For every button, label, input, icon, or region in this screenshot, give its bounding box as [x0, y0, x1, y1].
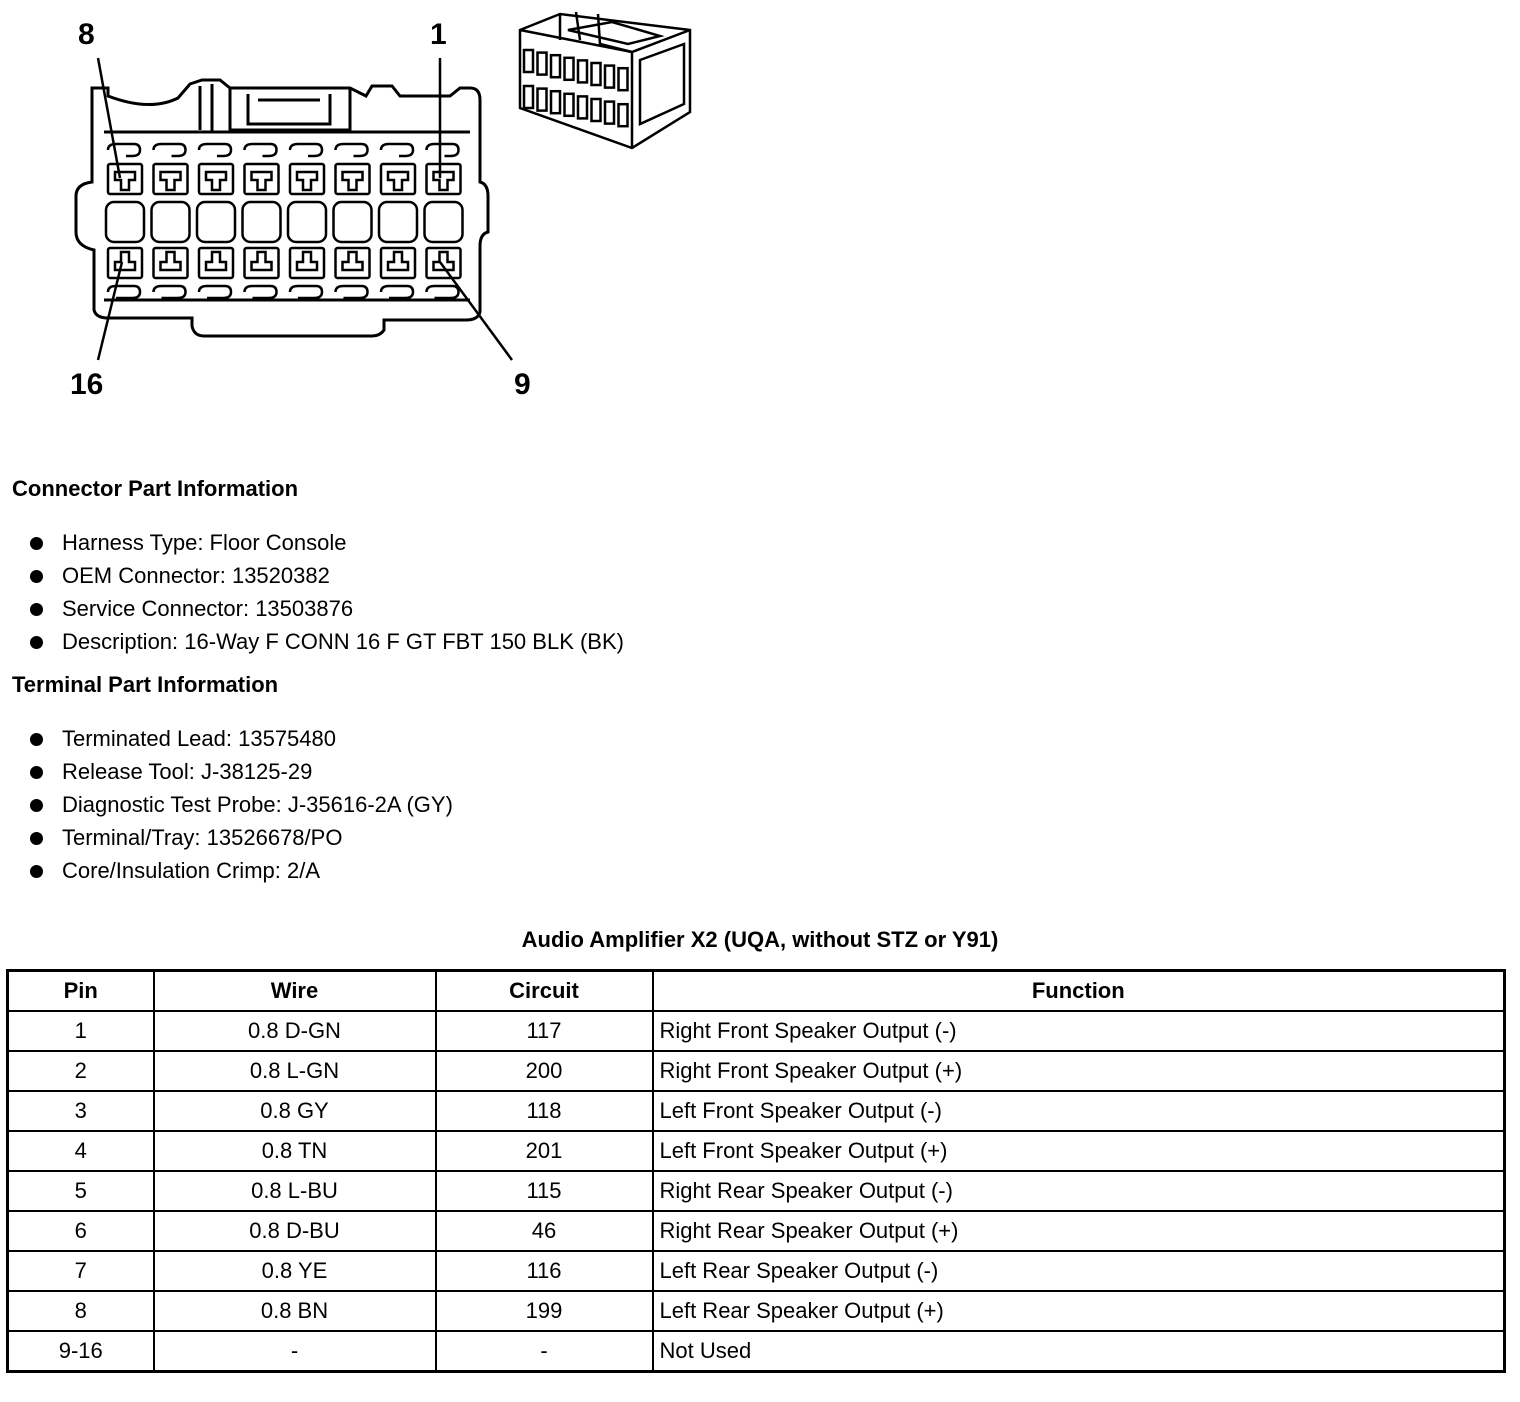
iso-cavity — [605, 102, 614, 124]
bullet-icon — [30, 636, 43, 649]
iso-cavity — [524, 50, 533, 72]
cell-wire: 0.8 GY — [154, 1091, 436, 1131]
connector-isometric-view — [520, 12, 690, 148]
header-function: Function — [653, 971, 1505, 1012]
connector-info-list — [28, 530, 624, 662]
cell-circuit: 46 — [436, 1211, 653, 1251]
iso-cavity — [551, 91, 560, 113]
cavity-separator — [425, 202, 463, 242]
bullet-icon — [30, 570, 43, 583]
iso-cavity — [592, 99, 601, 121]
cell-circuit: 200 — [436, 1051, 653, 1091]
iso-cavity — [619, 104, 628, 126]
cell-pin: 1 — [8, 1011, 154, 1051]
terminal-top — [434, 172, 454, 190]
table-row — [8, 1171, 1505, 1211]
cell-wire: 0.8 D-GN — [154, 1011, 436, 1051]
bullet-icon — [30, 865, 43, 878]
cavity-separator — [243, 202, 281, 242]
cell-circuit: 118 — [436, 1091, 653, 1131]
connector-face-diagram — [0, 0, 760, 420]
terminal-bottom — [388, 252, 408, 270]
terminal-top — [206, 172, 226, 190]
cell-pin: 6 — [8, 1211, 154, 1251]
cell-function: Not Used — [653, 1331, 1505, 1372]
terminal-bottom — [206, 252, 226, 270]
callout-leader-8 — [98, 58, 120, 178]
iso-cavity — [538, 53, 547, 75]
iso-cavity — [619, 68, 628, 90]
cavity-hook — [199, 286, 231, 298]
terminal-top — [297, 172, 317, 190]
terminal-bottom — [343, 252, 363, 270]
callout-leader-9 — [440, 262, 512, 360]
table-row — [8, 1211, 1505, 1251]
bullet-icon — [30, 603, 43, 616]
bottom-cavity-row — [108, 248, 461, 298]
table-row — [8, 1011, 1505, 1051]
cell-wire: 0.8 YE — [154, 1251, 436, 1291]
cell-pin: 4 — [8, 1131, 154, 1171]
cell-pin: 5 — [8, 1171, 154, 1211]
list-item: Terminal/Tray: 13526678/PO — [28, 825, 453, 858]
header-circuit: Circuit — [436, 971, 653, 1012]
bullet-icon — [30, 832, 43, 845]
cavity-hook — [154, 144, 186, 156]
cell-circuit: 117 — [436, 1011, 653, 1051]
terminal-bottom — [252, 252, 272, 270]
cell-function: Right Rear Speaker Output (+) — [653, 1211, 1505, 1251]
terminal-bottom — [115, 252, 135, 270]
pin-callout-9: 9 — [514, 368, 531, 401]
cell-function: Right Front Speaker Output (-) — [653, 1011, 1505, 1051]
cell-wire: 0.8 BN — [154, 1291, 436, 1331]
list-item: OEM Connector: 13520382 — [28, 563, 624, 596]
table-row — [8, 1251, 1505, 1291]
list-item: Service Connector: 13503876 — [28, 596, 624, 629]
cell-wire: 0.8 D-BU — [154, 1211, 436, 1251]
cell-pin: 7 — [8, 1251, 154, 1291]
table-row — [8, 1291, 1505, 1331]
cell-function: Left Front Speaker Output (-) — [653, 1091, 1505, 1131]
cavity-hook — [108, 144, 140, 156]
bullet-icon — [30, 537, 43, 550]
cell-pin: 9-16 — [8, 1331, 154, 1372]
table-row — [8, 1091, 1505, 1131]
iso-cavity — [605, 66, 614, 88]
cell-function: Right Rear Speaker Output (-) — [653, 1171, 1505, 1211]
terminal-top — [388, 172, 408, 190]
cell-circuit: - — [436, 1331, 653, 1372]
pin-table-title: Audio Amplifier X2 (UQA, without STZ or Y91) — [521, 927, 999, 952]
cavity-hook — [290, 144, 322, 156]
terminal-top — [343, 172, 363, 190]
cavity-separator — [152, 202, 190, 242]
callout-leader-16 — [98, 262, 122, 360]
iso-cavity — [592, 63, 601, 85]
top-cavity-row — [108, 144, 461, 194]
list-item: Diagnostic Test Probe: J-35616-2A (GY) — [28, 792, 453, 825]
list-item: Release Tool: J-38125-29 — [28, 759, 453, 792]
cavity-hook — [381, 144, 413, 156]
pin-callout-16: 16 — [70, 368, 104, 401]
cavity-hook — [245, 286, 277, 298]
table-row — [8, 1131, 1505, 1171]
cell-circuit: 201 — [436, 1131, 653, 1171]
cell-pin: 3 — [8, 1091, 154, 1131]
terminal-top — [252, 172, 272, 190]
pin-table — [6, 969, 1506, 1373]
terminal-top — [161, 172, 181, 190]
header-wire: Wire — [154, 971, 436, 1012]
header-pin: Pin — [8, 971, 154, 1012]
cavity-separator — [106, 202, 144, 242]
bullet-icon — [30, 766, 43, 779]
list-item: Description: 16-Way F CONN 16 F GT FBT 150 BLK (BK) — [28, 629, 624, 662]
table-row — [8, 1051, 1505, 1091]
terminal-bottom — [161, 252, 181, 270]
cavity-hook — [245, 144, 277, 156]
cavity-separator — [288, 202, 326, 242]
table-header-row — [8, 971, 1505, 1012]
cavity-separator — [379, 202, 417, 242]
cavity-hook — [427, 286, 459, 298]
iso-cavity — [565, 58, 574, 80]
cavity-hook — [290, 286, 322, 298]
cavity-hook — [199, 144, 231, 156]
middle-cavity-row — [106, 202, 463, 242]
cell-function: Left Rear Speaker Output (-) — [653, 1251, 1505, 1291]
cell-function: Left Front Speaker Output (+) — [653, 1131, 1505, 1171]
iso-cavity — [551, 55, 560, 77]
cell-pin: 2 — [8, 1051, 154, 1091]
cavity-hook — [427, 144, 459, 156]
cell-pin: 8 — [8, 1291, 154, 1331]
connector-latch — [200, 84, 350, 132]
cell-function: Right Front Speaker Output (+) — [653, 1051, 1505, 1091]
cavity-hook — [381, 286, 413, 298]
list-item: Terminated Lead: 13575480 — [28, 726, 453, 759]
cavity-separator — [197, 202, 235, 242]
cavity-hook — [336, 144, 368, 156]
cavity-separator — [334, 202, 372, 242]
pin-callout-1: 1 — [430, 18, 447, 51]
list-item: Harness Type: Floor Console — [28, 530, 624, 563]
cell-wire: - — [154, 1331, 436, 1372]
bullet-icon — [30, 733, 43, 746]
cell-circuit: 199 — [436, 1291, 653, 1331]
list-item: Core/Insulation Crimp: 2/A — [28, 858, 453, 891]
iso-cavity — [578, 60, 587, 82]
cell-wire: 0.8 L-GN — [154, 1051, 436, 1091]
pin-callout-8: 8 — [78, 18, 95, 51]
terminal-top — [115, 172, 135, 190]
cell-function: Left Rear Speaker Output (+) — [653, 1291, 1505, 1331]
terminal-info-list — [28, 726, 453, 891]
cell-wire: 0.8 TN — [154, 1131, 436, 1171]
terminal-info-heading: Terminal Part Information — [12, 672, 279, 697]
cavity-hook — [336, 286, 368, 298]
connector-info-heading: Connector Part Information — [12, 476, 299, 501]
iso-cavity — [524, 86, 533, 108]
cell-circuit: 115 — [436, 1171, 653, 1211]
iso-cavity — [565, 94, 574, 116]
cell-wire: 0.8 L-BU — [154, 1171, 436, 1211]
iso-cavity — [538, 89, 547, 111]
terminal-bottom — [297, 252, 317, 270]
iso-cavity — [578, 96, 587, 118]
cavity-hook — [154, 286, 186, 298]
cell-circuit: 116 — [436, 1251, 653, 1291]
bullet-icon — [30, 799, 43, 812]
table-row — [8, 1331, 1505, 1372]
